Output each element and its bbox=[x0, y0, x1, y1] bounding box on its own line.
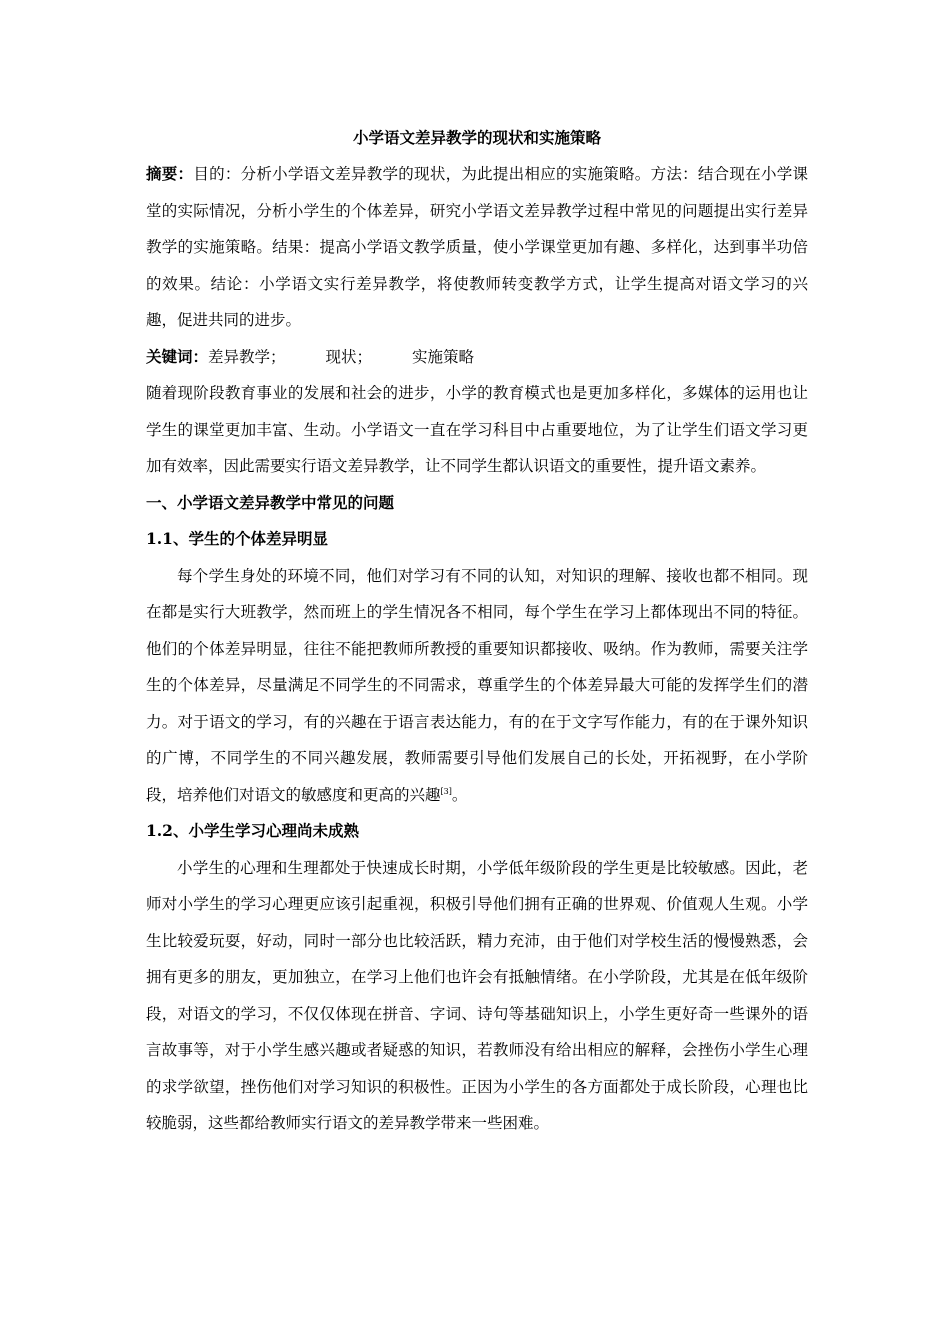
abstract-paragraph bbox=[146, 156, 808, 339]
intro-paragraph: 随着现阶段教育事业的发展和社会的进步，小学的教育模式也是更加多样化，多媒体的运用也让学生的课堂更加丰富、生动。小学语文一直在学习科目中占重要地位，为了让学生们语文学习更加有效率，因此需要实行语文差异教学，让不同学生都认识语文的重要性，提升语文素养。 bbox=[146, 384, 808, 475]
document-title: 小学语文差异教学的现状和实施策略 bbox=[352, 128, 601, 147]
subsection-1-1-end: 。 bbox=[451, 785, 468, 804]
section-heading: 一、小学语文差异教学中常见的问题 bbox=[146, 492, 395, 512]
subsection-1-2-paragraph: 小学生的心理和生理都处于快速成长时期，小学低年级阶段的学生更是比较敏感。因此，老师对小学生的学习心理更应该引起重视，积极引导他们拥有正确的世界观、价值观人生观。小学生比较爱玩耍，好动，同时一部分也比较活跃，精力充沛，由于他们对学校生活的慢慢熟悉，会拥有更多的朋友，更加独立，在学习上他们也许会有抵触情绪。在小学阶段，尤其是在低年级阶段，对语文的学习，不仅仅体现在拼音、字词、诗句等基础知识上，小学生更好奇一些课外的语言故事等，对于小学生感兴趣或者疑惑的知识，若教师没有给出相应的解释，会挫伤小学生心理的求学欲望，挫伤他们对学习知识的积极性。正因为小学生的各方面都处于成长阶段，心理也比较脆弱，这些都给教师实行语文的差异教学带来一些困难。 bbox=[146, 858, 808, 1132]
subsection-1-1-text: 每个学生身处的环境不同，他们对学习有不同的认知，对知识的理解、接收也都不相同。现在都是实行大班教学，然而班上的学生情况各不相同，每个学生在学习上都体现出不同的特征。他们的个体差异明显，往往不能把教师所教授的重要知识都接收、吸纳。作为教师，需要关注学生的个体差异，尽量满足不同学生的不同需求，尊重学生的个体差异最大可能的发挥学生们的潜力。对于语文的学习，有的兴趣在于语言表达能力，有的在于文字写作能力，有的在于课外知识的广博，不同学生的不同兴趣发展，教师需要引导他们发展自己的长处，开拓视野，在小学阶段，培养他们对语文的敏感度和更高的兴趣 bbox=[146, 566, 808, 804]
subsection-1-1-paragraph bbox=[146, 558, 808, 814]
subsection-heading-1-1: 1.1、学生的个体差异明显 bbox=[146, 529, 328, 548]
keyword-2: 现状； bbox=[325, 347, 373, 366]
citation-marker: [3] bbox=[440, 786, 452, 796]
subsection-heading-1-2: 1.2、小学生学习心理尚未成熟 bbox=[146, 821, 359, 840]
keywords-label: 关键词： bbox=[146, 346, 209, 366]
keyword-3: 实施策略 bbox=[412, 347, 475, 366]
abstract-text: 目的：分析小学语文差异教学的现状，为此提出相应的实施策略。方法：结合现在小学课堂的实际情况，分析小学生的个体差异，研究小学语文差异教学过程中常见的问题提出实行差异教学的实施策略。结果：提高小学语文教学质量，使小学课堂更加有趣、多样化，达到事半功倍的效果。结论：小学语文实行差异教学，将使教师转变教学方式，让学生提高对语文学习的兴趣，促进共同的进步。 bbox=[146, 165, 808, 329]
keywords-line bbox=[146, 339, 808, 376]
document-page bbox=[146, 120, 808, 1142]
keyword-1: 差异教学； bbox=[208, 347, 286, 366]
abstract-label: 摘要： bbox=[146, 164, 194, 183]
